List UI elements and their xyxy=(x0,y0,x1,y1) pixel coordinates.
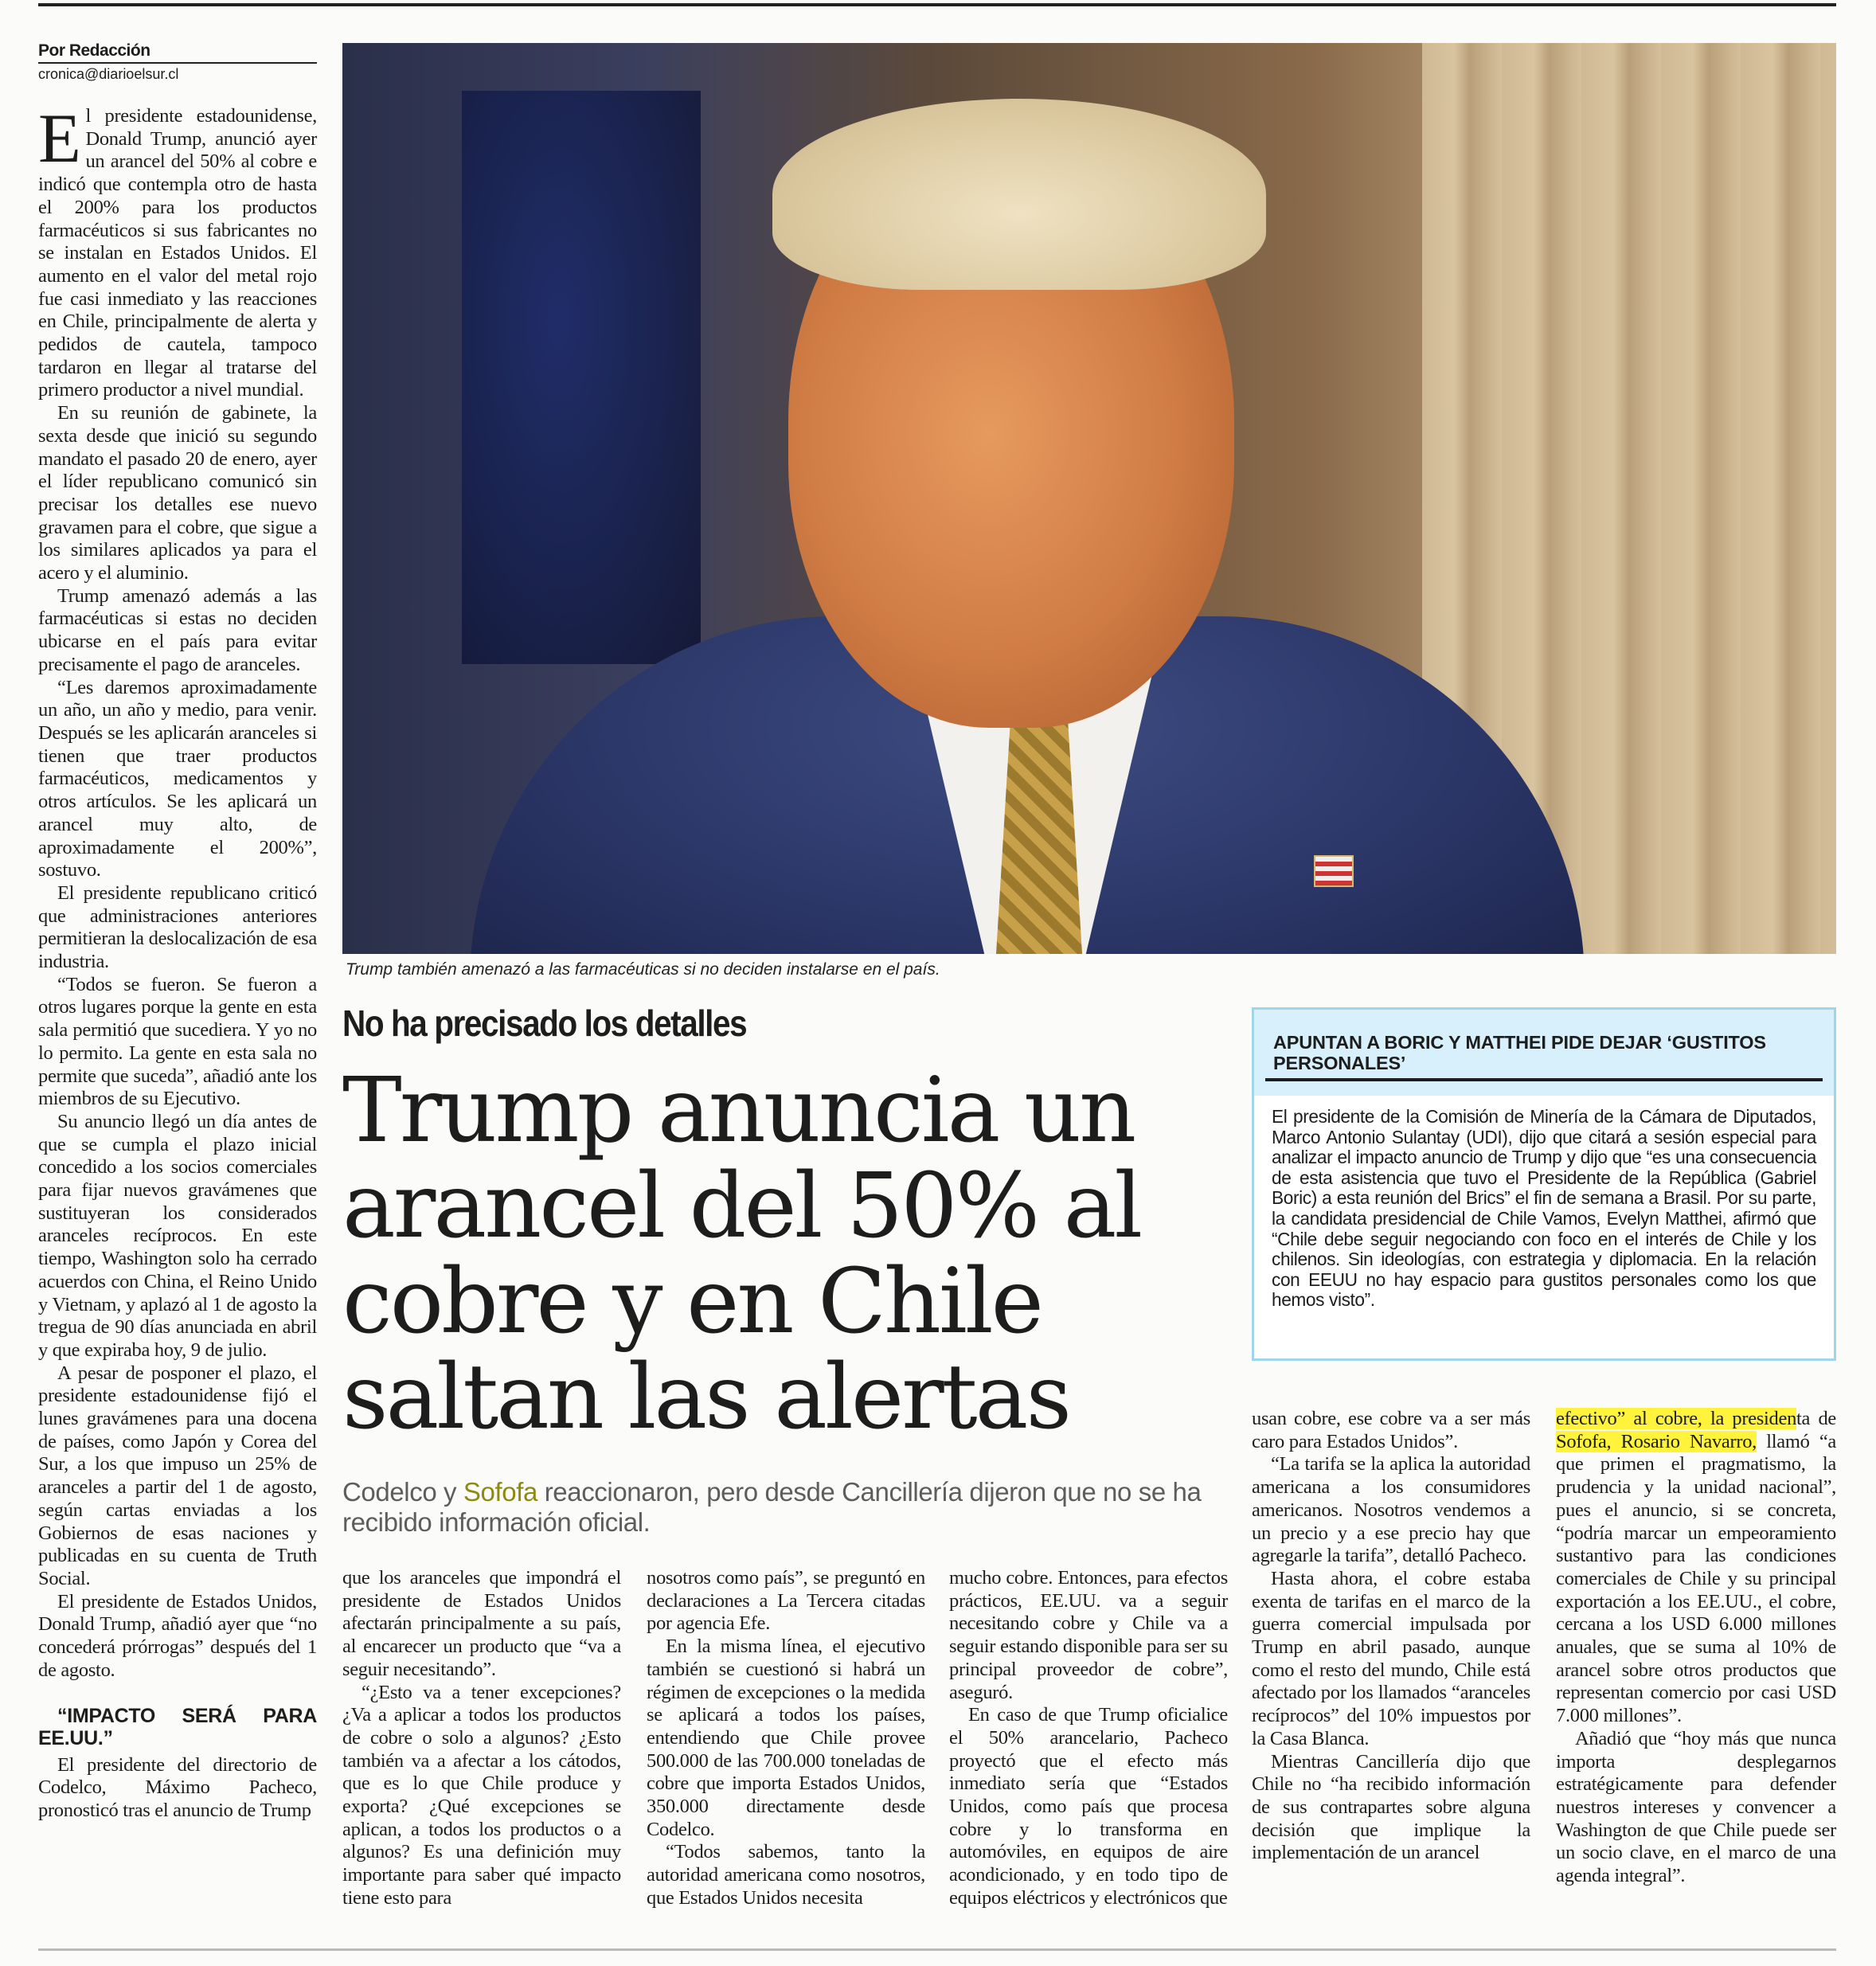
paragraph: “¿Esto va a tener excepciones? ¿Va a aplicar a todos los productos de cobre o solo a algunos? ¿Esto también va a afectar a los cátodos, que es lo que Chile produce y exporta? ¿Qué excepciones se aplican, a todos los productos o a algunos? Es una definición muy importante para saber qué impacto tiene esto para xyxy=(342,1681,621,1909)
column-4 xyxy=(949,1567,1228,1910)
trump-photo xyxy=(342,43,1836,954)
column-5 xyxy=(1252,1408,1530,1865)
highlight: Sofofa, Rosario Navarro, xyxy=(1556,1430,1757,1452)
deck-sofofa: Sofofa xyxy=(463,1477,537,1507)
byline-author: Por Redacción xyxy=(38,41,317,64)
paragraph: El presidente republicano criticó que administraciones anteriores permitieran la deslocalización de esa industria. xyxy=(38,881,317,973)
paragraph: Añadió que “hoy más que nunca importa desplegarnos estratégicamente para defender nuestros intereses y convencer a Washington de que Chile puede ser un socio clave, en el marco de una agenda integral”. xyxy=(1556,1727,1836,1887)
paragraph: En la misma línea, el ejecutivo también se cuestionó si habrá un régimen de excepciones o la medida se aplicará a todos los países, entendiendo que Chile provee 500.000 de las 700.000 toneladas de cobre que importa Estados Unidos, 350.000 directamente desde Codelco. xyxy=(647,1636,925,1840)
bottom-rule xyxy=(38,1948,1836,1951)
paragraph: En su reunión de gabinete, la sexta desde que inició su segundo mandato el pasado 20 de enero, ayer el líder republicano comunicó sin precisar los detalles ese nuevo gravamen para el cobre, que sigue a los similares aplicados ya para el acero y el aluminio. xyxy=(38,402,317,584)
highlight: efectivo” al cobre, la presiden xyxy=(1556,1408,1797,1429)
flag-pin-icon xyxy=(1314,855,1354,887)
paragraph: nosotros como país”, se preguntó en declaraciones a La Tercera citadas por agencia Efe. xyxy=(647,1567,925,1635)
column-2 xyxy=(342,1567,621,1910)
paragraph: “Todos se fueron. Se fueron a otros lugares porque la gente en esta sala permitió que sucediera. Y yo no lo permito. La gente en esta sala no permite que suceda”, añadió ante los miembros de su Ejecutivo. xyxy=(38,973,317,1110)
deck: Codelco y Sofofa reaccionaron, pero desde Cancillería dijeron que no se ha recibido información oficial. xyxy=(342,1477,1202,1537)
paragraph: Hasta ahora, el cobre estaba exenta de tarifas en el marco de la guerra comercial impulsada por Trump en abril pasado, aunque como el resto del mundo, Chile está afectado por los llamados “aranceles recíprocos” del 10% impuestos por la Casa Blanca. xyxy=(1252,1567,1530,1749)
paragraph: El presidente del directorio de Codelco, Máximo Pacheco, pronosticó tras el anuncio de Trump xyxy=(38,1753,317,1821)
drop-cap: E xyxy=(38,100,81,178)
sidebar-body: El presidente de la Comisión de Minería de la Cámara de Diputados, Marco Antonio Sulantay (UDI), dijo que citará a sesión especial para analizar el impacto anuncio de Trump y dijo que “es una consecuencia de esta asistencia que tuvo el Presidente de la República (Gabriel Boric) a esta reunión del Brics” el fin de semana a Brasil. Por su parte, la candidata presidencial de Chile Vamos, Evelyn Matthei, afirmó que “Chile debe seguir negociando con foco en el interés de Chile y los chilenos. Sin ideologías, con estrategia y diplomacia. En la relación con EEUU no hay espacio para gustitos personales como los que hemos visto”. xyxy=(1272,1106,1816,1311)
paragraph: usan cobre, ese cobre va a ser más caro para Estados Unidos”. xyxy=(1252,1408,1530,1452)
paragraph: A pesar de posponer el plazo, el presidente estadounidense fijó el lunes gravámenes para una docena de países, como Japón y Corea del Sur, a los que impuso un 25% de aranceles a partir del 1 de agosto, según cartas enviadas a los Gobiernos de esas naciones y publicadas en su cuenta de Truth Social. xyxy=(38,1362,317,1589)
column-6 xyxy=(1556,1408,1836,1888)
sidebar-box xyxy=(1252,1007,1836,1361)
paragraph: “La tarifa se la aplica la autoridad americana a los consumidores americanos. Nosotros vendemos a un precio y a ese precio hay que agregarle la tarifa”, detalló Pacheco. xyxy=(1252,1453,1530,1567)
paragraph: que los aranceles que impondrá el presidente de Estados Unidos afectarán principalmente a su país, al encarecer un producto que “va a seguir necesitando”. xyxy=(342,1567,621,1680)
paragraph: mucho cobre. Entonces, para efectos prácticos, EE.UU. va a seguir necesitando cobre y Chile va a seguir estando disponible para ser su principal proveedor de cobre”, aseguró. xyxy=(949,1567,1228,1703)
top-rule xyxy=(38,3,1836,6)
paragraph: Su anuncio llegó un día antes de que se cumpla el plazo inicial concedido a los socios comerciales para fijar nuevos gravámenes que sustituyeran los considerados aranceles recíprocos. En este tiempo, Washington solo ha cerrado acuerdos con China, el Reino Unido y Vietnam, y aplazó al 1 de agosto la tregua de 90 días anunciada en abril y que expiraba hoy, 9 de julio. xyxy=(38,1110,317,1361)
kicker: No ha precisado los detalles xyxy=(342,1003,747,1044)
flag-background xyxy=(462,91,701,664)
headline: Trump anuncia un arancel del 50% al cobre y en Chile saltan las alertas xyxy=(342,1059,1141,1449)
sidebar-rule xyxy=(1265,1078,1823,1081)
byline-email: cronica@diarioelsur.cl xyxy=(38,66,179,82)
column-1 xyxy=(38,100,317,1823)
sidebar-title: APUNTAN A BORIC Y MATTHEI PIDE DEJAR ‘GUSTITOS PERSONALES’ xyxy=(1254,1010,1834,1096)
paragraph: efectivo” al cobre, la presidenta de Sofofa, Rosario Navarro, llamó “a que primen el pragmatismo, la prudencia y la unidad nacional”, pues el anuncio, si se concreta, “podría marcar un empeoramiento sustantivo para las condiciones comerciales de Chile y su principal exportación a los EE.UU., el cobre, cercana a los USD 6.000 millones anuales, que se suma al 10% de arancel sobre otros productos que representan comercio por casi USD 7.000 millones”. xyxy=(1556,1408,1836,1727)
paragraph: El presidente de Estados Unidos, Donald Trump, añadió ayer que “no concederá prórrogas” después del 1 de agosto. xyxy=(38,1590,317,1681)
subhead: “IMPACTO SERÁ PARA EE.UU.” xyxy=(38,1704,317,1749)
hair xyxy=(772,99,1266,290)
column-3 xyxy=(647,1567,925,1910)
paragraph: El presidente estadounidense, Donald Trump, anunció ayer un arancel del 50% al cobre e indicó que contempla otro de hasta el 200% para los productos farmacéuticos si sus fabricantes no se instalan en Estados Unidos. El aumento en el valor del metal rojo fue casi inmediato y las reacciones en Chile, principalmente de alerta y pedidos de cautela, tampoco tardaron en llegar al tratarse del primero productor a nivel mundial. xyxy=(38,100,317,401)
paragraph: Mientras Cancillería dijo que Chile no “ha recibido información de sus contrapartes sobre alguna decisión que implique la implementación de un arancel xyxy=(1252,1750,1530,1864)
paragraph: En caso de que Trump oficialice el 50% arancelario, Pacheco proyectó que el efecto más inmediato sería que “Estados Unidos, como país que procesa cobre y lo transforma en automóviles, en equipos de aire acondicionado, y en todo tipo de equipos eléctricos y electrónicos que xyxy=(949,1704,1228,1909)
paragraph: Trump amenazó además a las farmacéuticas si estas no deciden ubicarse en el país para evitar precisamente el pago de aranceles. xyxy=(38,584,317,675)
paragraph: “Les daremos aproximadamente un año, un año y medio, para venir. Después se les aplicarán aranceles si tienen que traer productos farmacéuticos, medicamentos y otros artículos. Se les aplicará un arancel muy alto, de aproximadamente el 200%”, sostuvo. xyxy=(38,676,317,881)
photo-caption: Trump también amenazó a las farmacéuticas si no deciden instalarse en el país. xyxy=(346,960,940,979)
byline xyxy=(38,41,317,83)
paragraph: “Todos sabemos, tanto la autoridad americana como nosotros, que Estados Unidos necesita xyxy=(647,1841,925,1909)
